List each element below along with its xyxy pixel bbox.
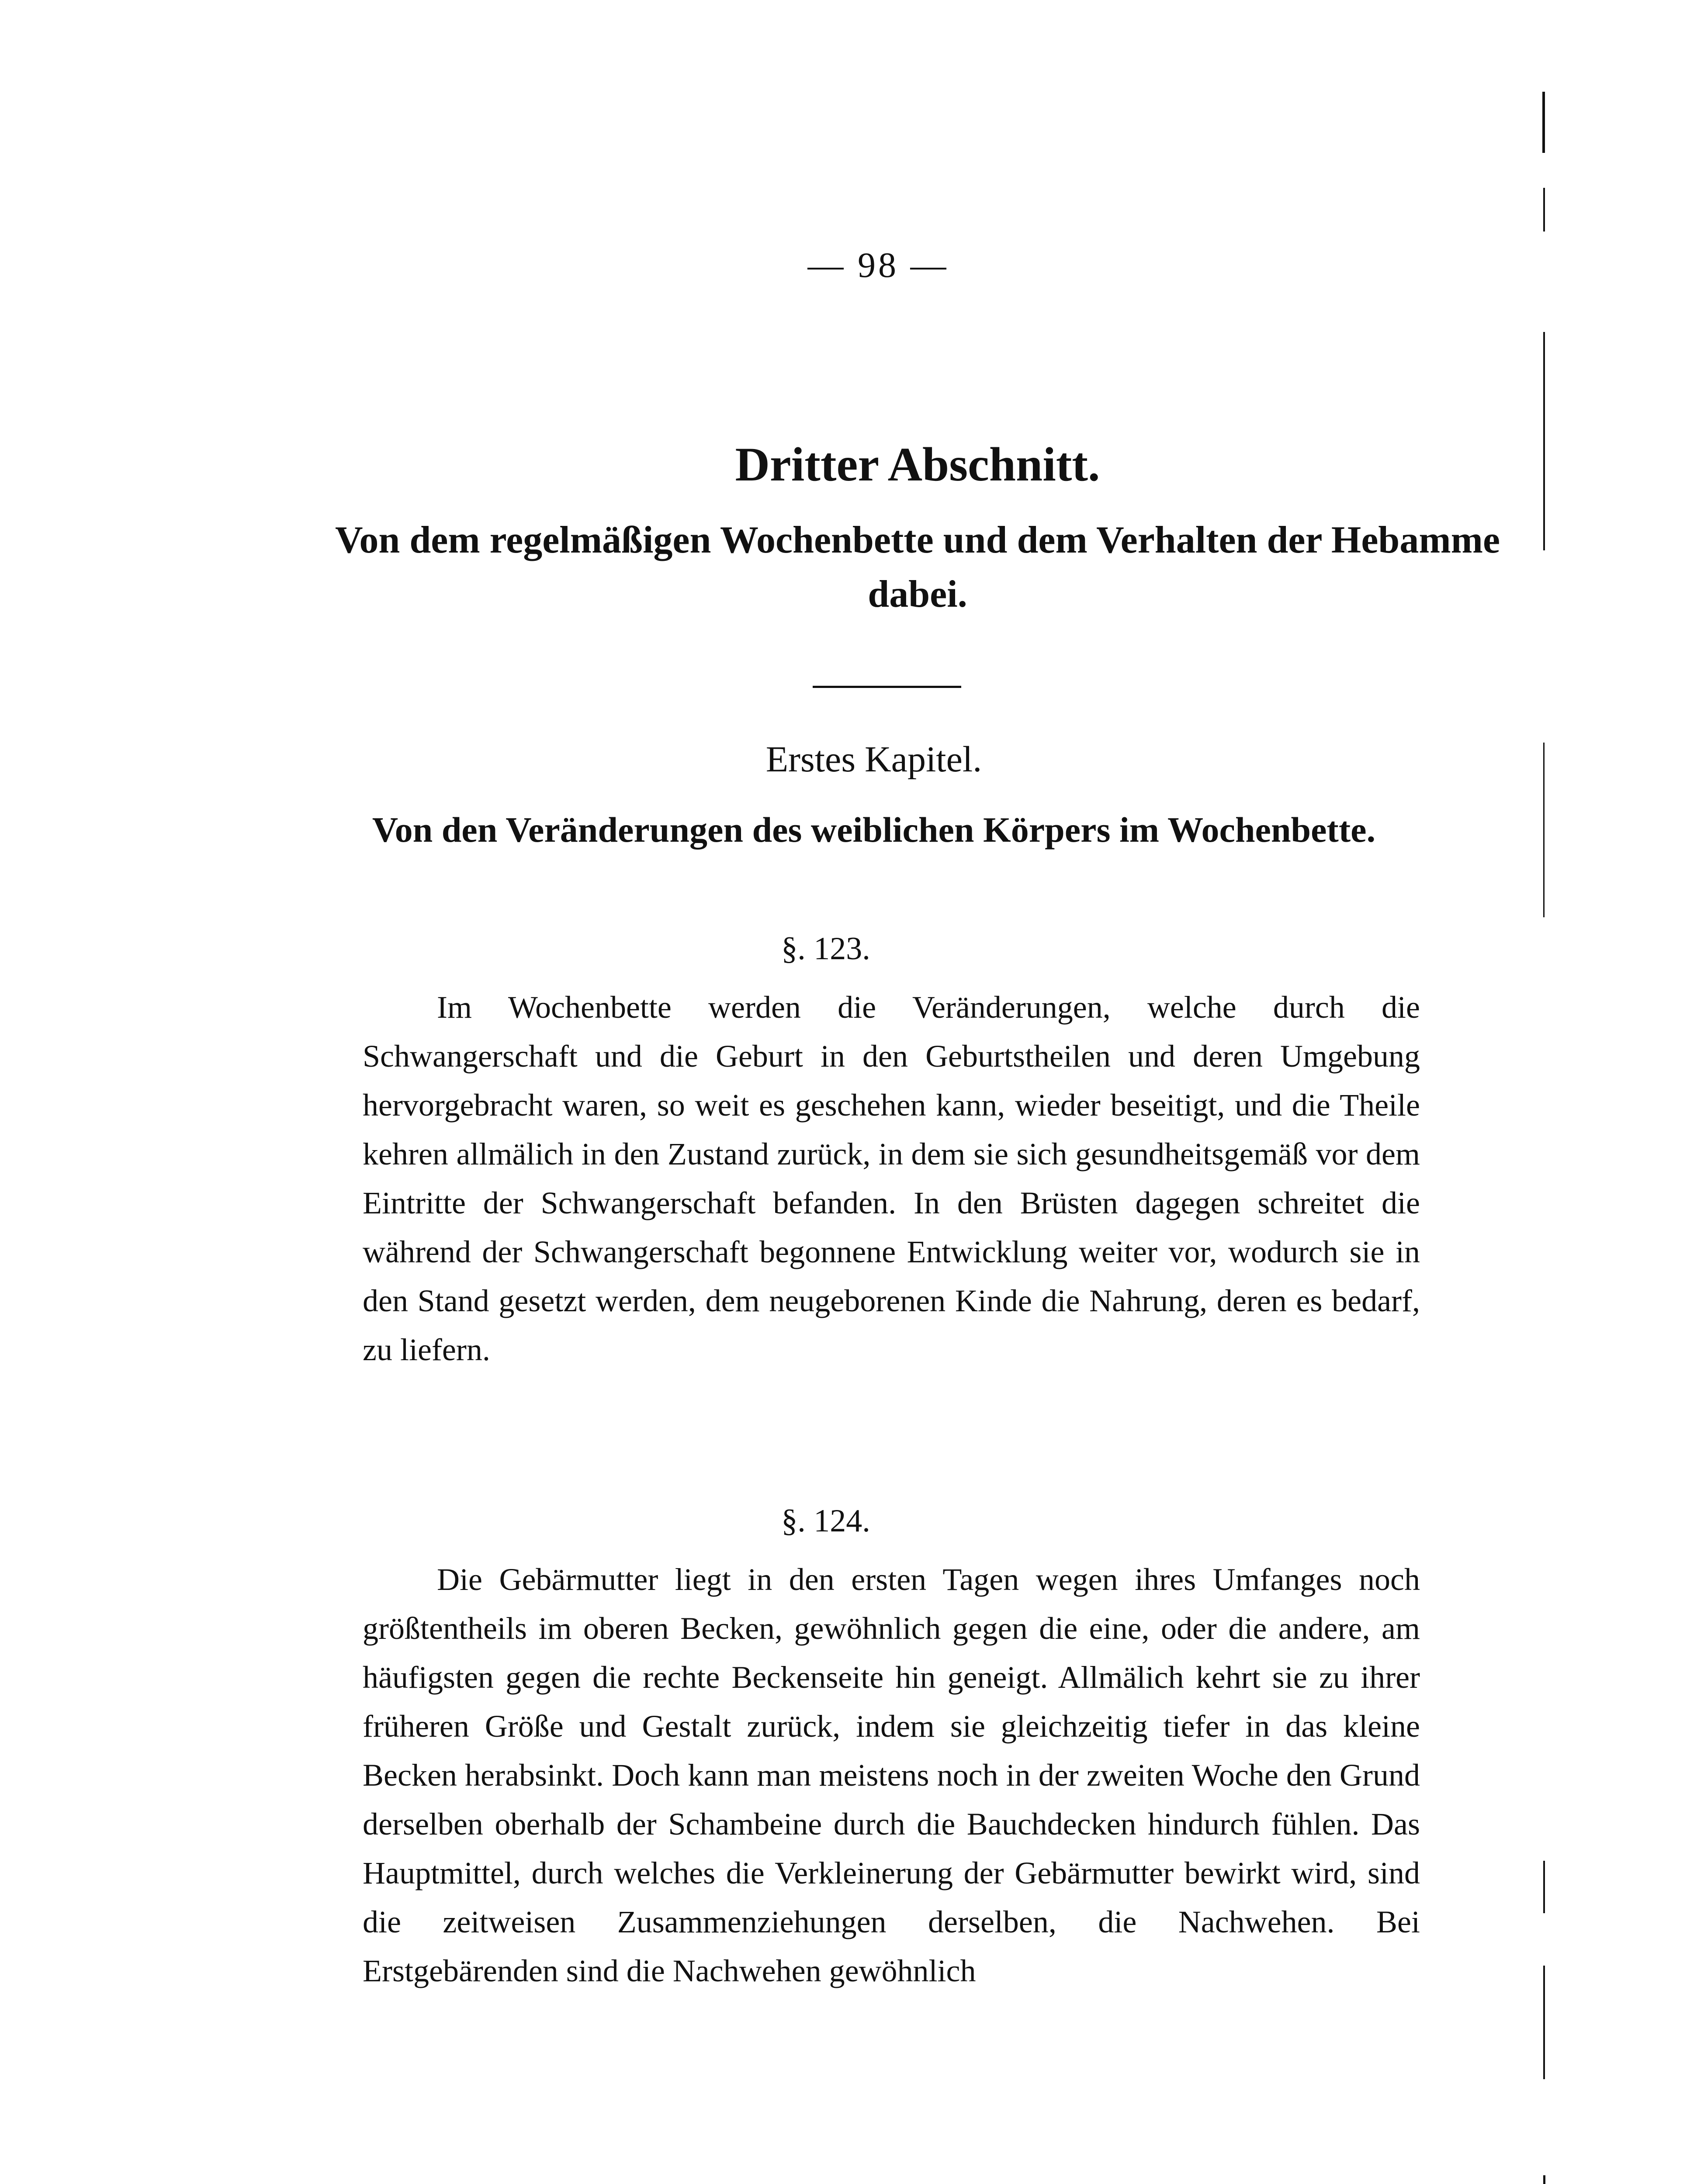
margin-scan-mark [1542, 92, 1545, 153]
margin-scan-mark [1543, 188, 1545, 232]
paragraph-number-124: §. 124. [781, 1503, 870, 1539]
margin-scan-mark [1543, 2175, 1545, 2184]
page-number: — 98 — [807, 245, 949, 285]
margin-scan-mark [1543, 332, 1545, 550]
section-title: Dritter Abschnitt. [735, 438, 1100, 491]
chapter-title: Erstes Kapitel. [765, 739, 982, 780]
title-divider [813, 686, 961, 688]
paragraph-number-123: §. 123. [781, 931, 870, 967]
paragraph-text-124: Die Gebärmutter liegt in den ersten Tagen wegen ihres Umfanges noch größtentheils im oberen Becken, gewöhnlich gegen die eine, oder die andere, am häufigsten gegen die rechte Beckenseite hin geneigt. Allmälich kehrt sie zu ihrer früheren Größe und Gestalt zurück, indem sie gleichzeitig tiefer in das kleine Becken herabsinkt. Doch kann man meistens noch in der zweiten Woche den Grund derselben oberhalb der Schambeine durch die Bauchdecken hindurch fühlen. Das Hauptmittel, durch welches die Verkleinerung der Gebärmutter bewirkt wird, sind die zeitweisen Zusammenziehungen derselben, die Nachwehen. Bei Erstgebärenden sind die Nachwehen gewöhnlich [363, 1562, 1420, 1988]
margin-scan-mark [1543, 1861, 1545, 1913]
margin-scan-mark [1543, 1966, 1545, 2079]
paragraph-text-123: Im Wochenbette werden die Veränderungen, welche durch die Schwangerschaft und die Geburt in den Geburtstheilen und deren Umgebung hervorgebracht waren, so weit es geschehen kann, wieder beseitigt, und die Theile kehren allmälich in den Zustand zurück, in dem sie sich gesundheitsgemäß vor dem Eintritte der Schwangerschaft befanden. In den Brüsten dagegen schreitet die während der Schwangerschaft begonnene Entwicklung weiter vor, wodurch sie in den Stand gesetzt werden, dem neugeborenen Kinde die Nahrung, deren es bedarf, zu liefern. [363, 990, 1420, 1367]
section-subtitle: Von dem regelmäßigen Wochenbette und dem Verhalten der Hebamme dabei. [335, 519, 1500, 615]
margin-scan-mark [1543, 743, 1545, 917]
chapter-subtitle: Von den Veränderungen des weiblichen Körpers im Wochenbette. [372, 810, 1376, 850]
